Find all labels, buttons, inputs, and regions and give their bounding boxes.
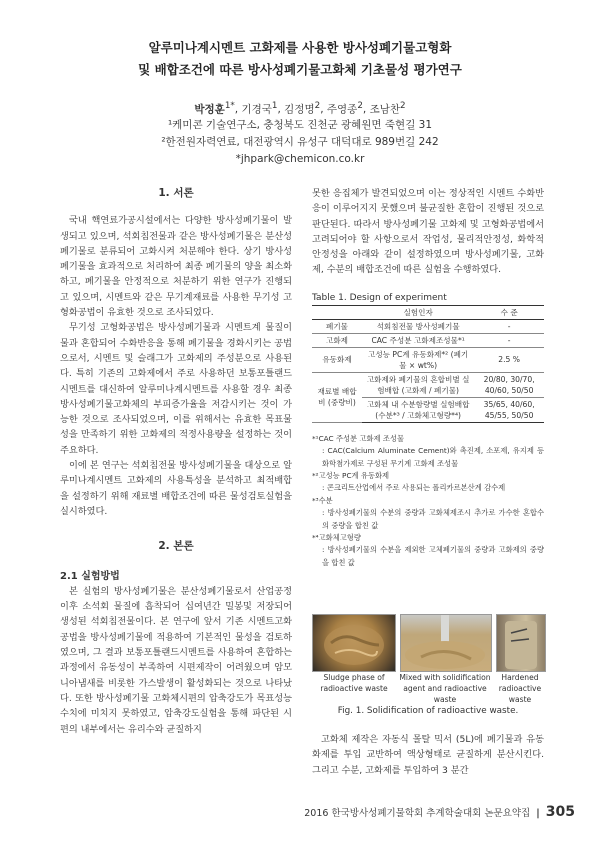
right-column <box>312 186 544 569</box>
table-caption: Table 1. Design of experiment <box>312 292 447 303</box>
table-cell: CAC 주성분 고화제조성물*¹ <box>362 333 474 347</box>
table-row <box>312 372 544 397</box>
author-4-sup: 2 <box>357 101 363 111</box>
note-line: *⁴고화체고형량 <box>312 533 361 543</box>
table-cell: 폐기물 <box>312 319 362 333</box>
author-3: 김정명 <box>284 103 315 116</box>
author-5-sup: 2 <box>400 101 406 111</box>
table-cell: 유동화제 <box>312 347 362 372</box>
section-1-heading: 1. 서론 <box>158 187 194 199</box>
intro-paragraph-1: 국내 핵연료가공시설에서는 다양한 방사성폐기물이 발생되고 있으며, 석회침전물과 같은 방사성폐기물은 분산성폐기물로 분류되어 고화시켜 처분해야 한다. 상기 방사성폐기물을 효과적으로 처리하여 최종 폐기물의 양을 최소화하고, 폐기물을 안정적으로 처분하기 위한 연구가 진행되고 있으며, 시멘트와 같은 무기계재료를 사용한 무기성 고형화공법이 유효한 것으로 조사되었다. <box>60 215 292 319</box>
note-line: *¹CAC 주성분 고화제 조성물 <box>312 433 405 443</box>
left-column <box>60 186 292 737</box>
table-cell: - <box>474 333 544 347</box>
photo-caption-3: Hardened radioactive waste <box>498 673 542 704</box>
mixing-photo <box>400 614 492 672</box>
table-row <box>312 347 544 372</box>
lead-author: 박정훈 <box>194 103 225 116</box>
intro-paragraph-2: 무기성 고형화공법은 방사성폐기물과 시멘트계 물질이 물과 혼합되어 수화반응을 통해 폐기물을 경화시키는 공법으로서, 시멘트 및 슬래그가 고화제의 주성분으로 사용된다. 특히 기존의 고화제에서 주로 사용하던 보통포틀랜드시멘트를 대신하여 알루미나계시멘트를 사용할 경우 최종 방사성폐기물고화체의 부피증가율을 저감시키는 것이 가능한 것으로 조사되었으며, 이를 위해서는 유효한 목표물성을 만족하기 위한 고화제의 적정사용량을 설정하는 것이 주요하다. <box>60 322 292 456</box>
right-bottom-text <box>312 732 544 778</box>
hardened-photo-art <box>497 615 545 671</box>
table-cell: 고화제와 폐기물의 혼합비별 실험배합 (고화제 / 폐기물) <box>362 372 474 397</box>
sludge-photo-art <box>313 615 395 671</box>
page-footer <box>0 804 575 820</box>
note-line: *²고성능 PC계 유동화제 <box>312 471 390 480</box>
table-head-blank <box>312 305 362 319</box>
subsection-2-1-heading: 2.1 실험방법 <box>60 570 120 582</box>
author-line: 박정훈$^{1*}$, 기경국$^1$, 김정명$^2$, 주영종$^2$, 조남찬$^2$ <box>194 101 406 116</box>
table-cell: 20/80, 30/70, 40/60, 50/50 <box>474 372 544 397</box>
table-notes <box>312 433 544 569</box>
experiment-table <box>312 305 544 423</box>
photo-caption-2: Mixed with solidification agent and radioactive waste <box>399 673 491 704</box>
table-cell: 고화제 <box>312 333 362 347</box>
paper-title-line1: 알루미나계시멘트 고화제를 사용한 방사성폐기물고형화 <box>148 40 452 55</box>
author-5: 조남찬 <box>369 103 401 116</box>
email: *jhpark@chemicon.co.kr <box>235 153 365 165</box>
table-cell: 35/65, 40/60, 45/55, 50/50 <box>474 397 544 422</box>
paper-title-line2: 및 배합조건에 따른 방사성폐기물고화체 기초물성 평가연구 <box>138 62 462 77</box>
note-line: : 방사성폐기물의 수분의 중량과 고화체제조시 추가로 가수한 혼합수의 중량을 합친 값 <box>322 508 544 530</box>
methods-paragraph-1: 본 실험의 방사성폐기물은 분산성폐기물로서 산업공정 이후 소석회 물질에 흡착되어 십여년간 밀봉및 저장되어 생성된 석회침전물이다. 본 연구에 앞서 기존 시멘트고화공법을 방사성폐기물에 적용하여 기본적인 물성을 검토하였으며, 그 결과 보통포틀랜드시멘트를 사용하여 혼합하는 과정에서 유동성이 부족하여 시편제작이 어려웠으며 암모니아냄새를 비롯한 가스발생이 활성화되는 것으로 나타났다. 또한 방사성폐기물 고화체시편의 압축강도가 목표성능수치에 미치지 못하였고, 압축강도실험을 통해 파단된 시편의 내부에서는 유리수와 균질하지 <box>60 585 292 735</box>
mixing-photo-art <box>401 615 491 671</box>
section-2-heading: 2. 본론 <box>158 540 194 553</box>
sludge-photo <box>312 614 396 672</box>
table-cell: 석회침전물 방사성폐기물 <box>362 319 474 333</box>
affiliation-2: ²한전원자력연료, 대전광역시 유성구 대덕대로 989번길 242 <box>161 136 439 148</box>
table-row <box>312 319 544 333</box>
intro-paragraph-3: 이에 본 연구는 석회침전물 방사성폐기물을 대상으로 알루미나계시멘트 고화제의 사용특성을 분석하고 최적배합을 설정하기 위해 재료별 배합조건에 따른 물성검토실험을 실시하였다. <box>60 460 292 517</box>
photo-caption-1: Sludge phase of radioactive waste <box>320 673 388 693</box>
author-3-sup: 2 <box>314 101 321 111</box>
table-row <box>312 333 544 347</box>
table-head-factor: 실험인자 <box>362 305 474 319</box>
table-cell: 고성능 PC계 유동화제*² (폐기물 × wt%) <box>362 347 474 372</box>
author-4: 주영종 <box>326 103 358 116</box>
table-cell: - <box>474 319 544 333</box>
lead-author-sup: 1* <box>224 101 235 111</box>
note-line: : 방사성폐기물의 수분을 제외한 고체폐기물의 중량과 고화제의 중량을 합친 값 <box>322 545 544 567</box>
procedure-paragraph: 고화체 제작은 자동식 몰탈 믹서 (5L)에 폐기물과 유동화제를 투입 교반하여 액상형태로 균질하게 분산시킨다. 그리고 수분, 고화제를 투입하여 3 분간 <box>312 734 544 776</box>
footer-journal: 2016 한국방사성폐기물학회 추계학술대회 논문요약집 <box>304 808 531 819</box>
note-line: : CAC(Calcium Aluminate Cement)와 촉진제, 소포제, 유지제 등 화학첨가제로 구성된 무기계 고화제 조성물 <box>322 446 544 468</box>
methods-paragraph-cont: 못한 응집체가 발견되었으며 이는 정상적인 시멘트 수화반응이 이루어지지 못했으며 불균질한 혼합이 진행된 것으로 판단된다. 따라서 방사성폐기물 고화제 및 고형화공법에서 고려되어야 할 사항으로서 작업성, 물리적안정성, 화학적안정성을 아래와 같이 설정하였으며 방사성폐기물, 고화제, 수분의 배합조건에 따른 실험을 수행하였다. <box>312 188 544 276</box>
footer-separator: | <box>536 808 540 819</box>
table-cell: 재료별 배합비 (중량비) <box>312 372 362 422</box>
table-cell: 2.5 % <box>474 347 544 372</box>
table-cell: 고화체 내 수분함량별 실험배합 (수분*³ / 고화체고형량*⁴) <box>362 397 474 422</box>
figure-caption: Fig. 1. Solidification of radioactive waste. <box>337 706 519 716</box>
author-2-sup: 1 <box>271 101 278 111</box>
page-number: 305 <box>545 804 575 820</box>
author-2: 기경국 <box>241 103 272 116</box>
affiliation-1: ¹케미콘 기술연구소, 충청북도 진천군 광혜원면 죽현길 31 <box>167 119 433 131</box>
note-line: : 콘크리트산업에서 주로 사용되는 폴리카르본산계 감수제 <box>322 483 506 493</box>
hardened-photo <box>496 614 546 672</box>
table-head-level: 수 준 <box>474 305 544 319</box>
note-line: *³수분 <box>312 495 333 505</box>
